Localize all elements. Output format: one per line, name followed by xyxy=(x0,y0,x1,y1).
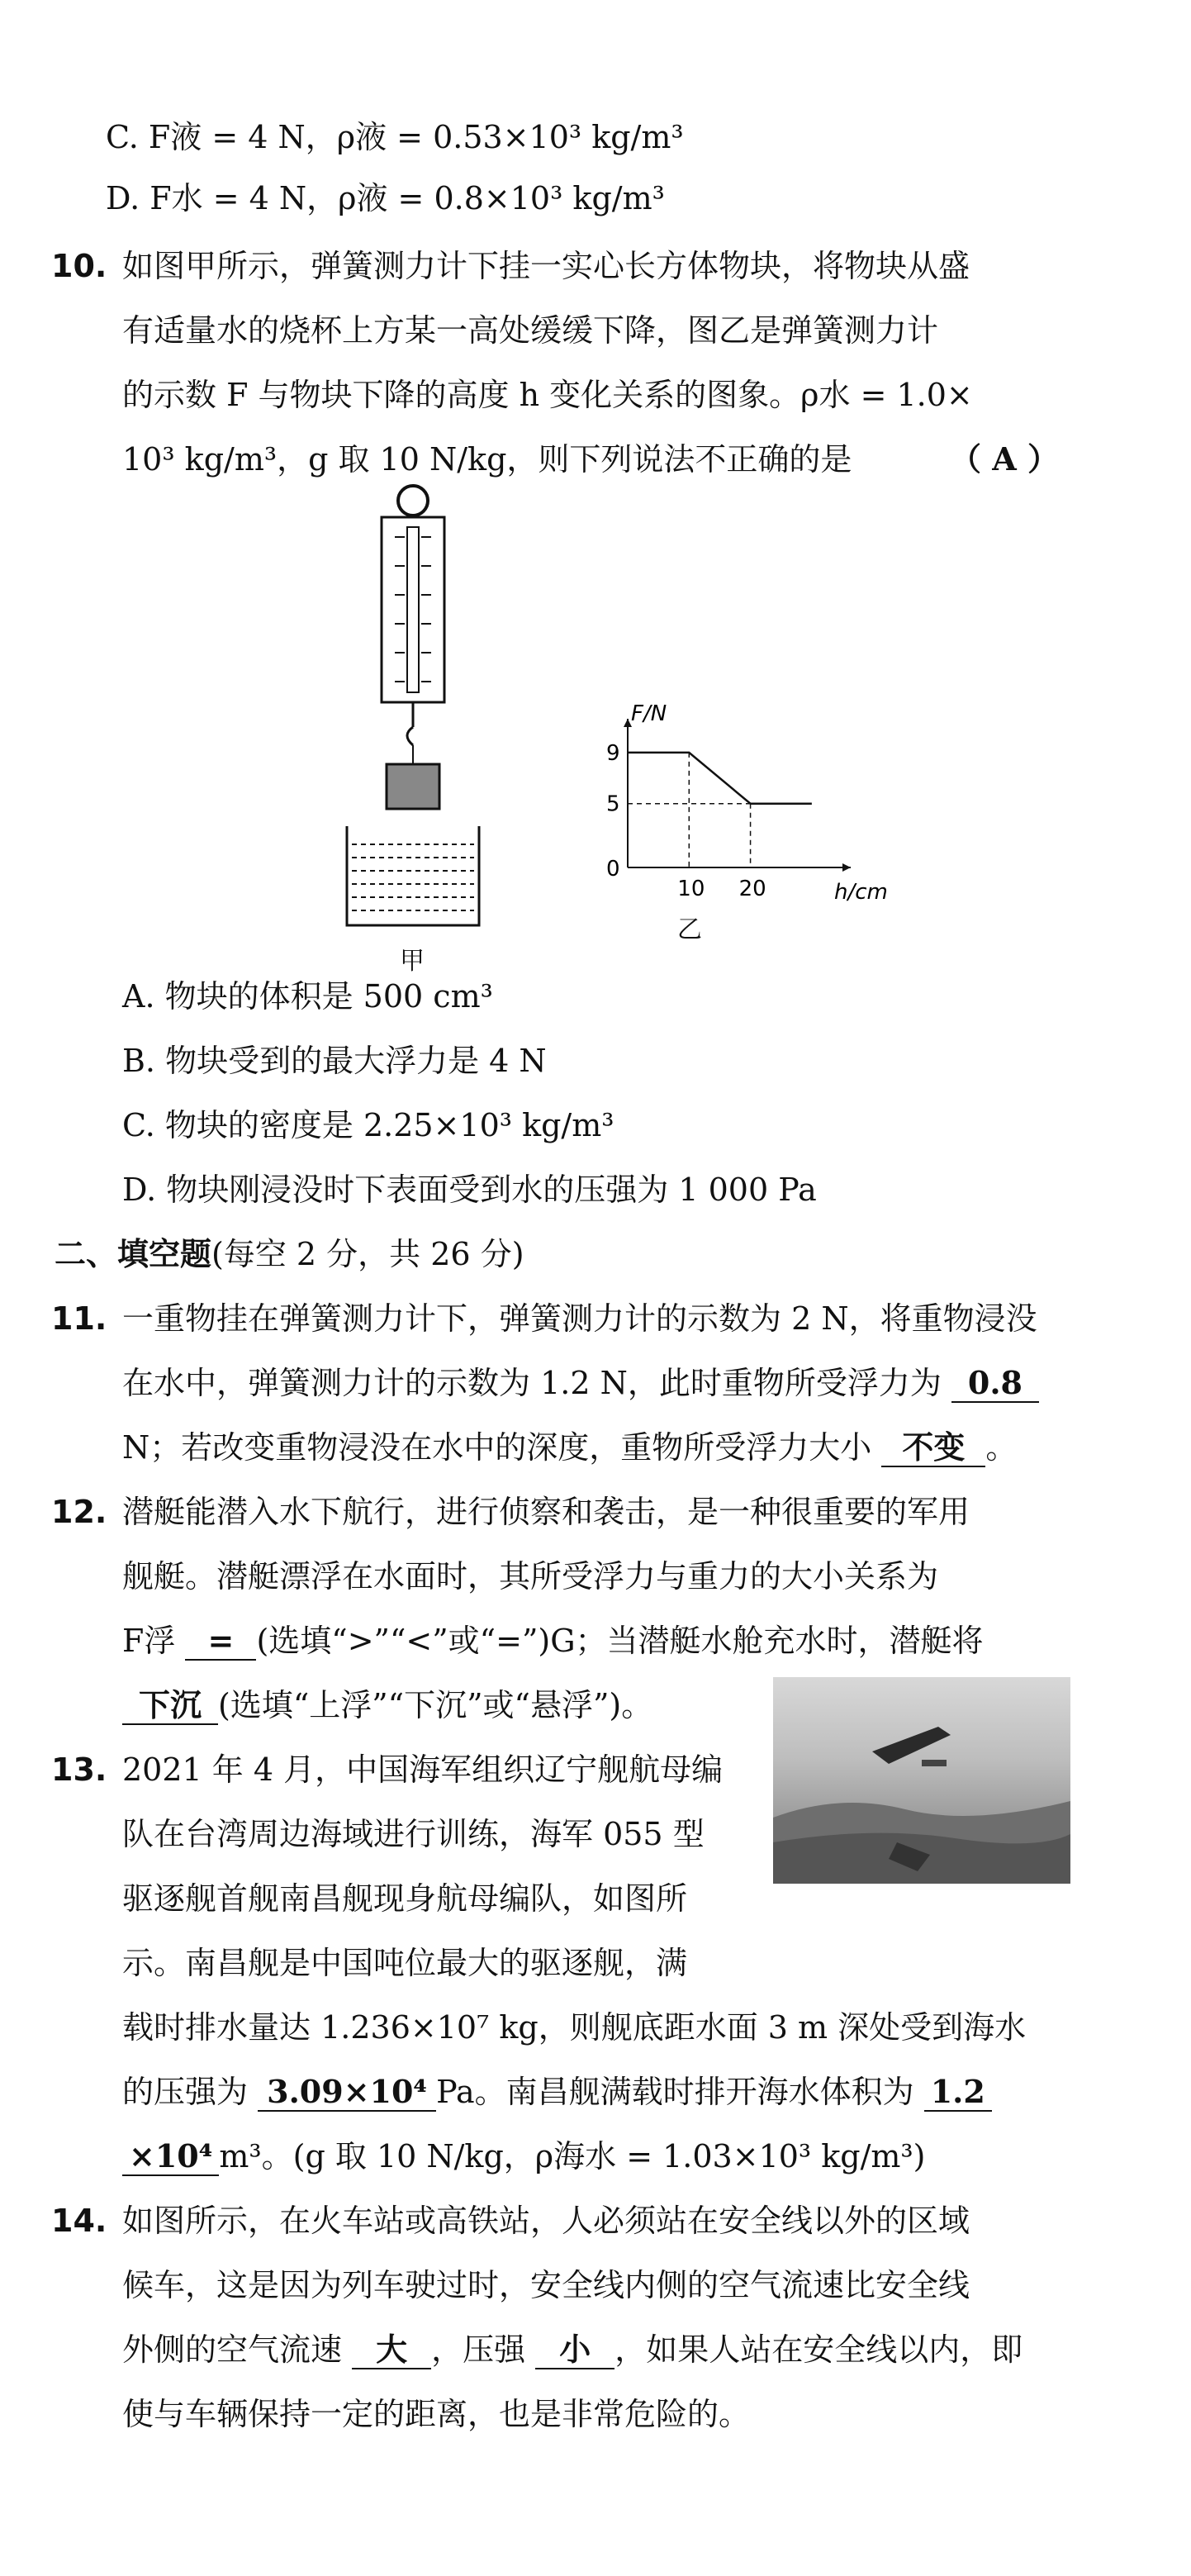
q13-blank-2a: 1.2 xyxy=(924,2074,992,2112)
q10-line-1: 如图甲所示，弹簧测力计下挂一实心长方体物块，将物块从盛 xyxy=(122,248,970,284)
q10-option-a: A. 物块的体积是 500 cm³ xyxy=(122,978,493,1015)
destroyer-photo xyxy=(773,1677,1070,1884)
q11-blank-2: 不变 xyxy=(881,1429,985,1467)
q13-line-6-text: 的压强为 xyxy=(122,2074,249,2110)
q13-line-4: 示。南昌舰是中国吨位最大的驱逐舰，满 xyxy=(122,1945,688,1981)
series-line xyxy=(628,753,812,804)
q10-number: 10. xyxy=(51,248,107,284)
q11-line-2 xyxy=(122,1362,1039,1404)
q12-f-float: F浮 xyxy=(122,1623,176,1659)
section-2-subtitle: (每空 2 分，共 26 分) xyxy=(211,1236,524,1272)
section-2-title xyxy=(55,1233,524,1276)
q9-option-d: D. F水 = 4 N，ρ液 = 0.8×10³ kg/m³ xyxy=(106,180,665,216)
beaker-figure xyxy=(330,826,496,934)
destroyer-photo-drawing xyxy=(773,1677,1070,1884)
q14-blank-1: 大 xyxy=(352,2331,431,2369)
q11-number: 11. xyxy=(51,1300,107,1337)
q13-line-6 xyxy=(122,2070,992,2113)
x-axis-label: h/cm xyxy=(834,880,888,905)
q11-line-3-text: N；若改变重物浸没在水中的深度，重物所受浮力大小 xyxy=(122,1429,872,1466)
q14-line-2: 候车，这是因为列车驶过时，安全线内侧的空气流速比安全线 xyxy=(122,2267,970,2303)
q11-line-3-end: 。 xyxy=(985,1429,1018,1466)
q12-line-4 xyxy=(122,1684,652,1727)
q13-line-6-mid: Pa。南昌舰满载时排开海水体积为 xyxy=(436,2074,914,2110)
q12-line-3-text: (选填“>”“<”或“=”)G；当潜艇水舱充水时，潜艇将 xyxy=(256,1623,984,1659)
q10-line-4: 10³ kg/m³，g 取 10 N/kg，则下列说法不正确的是 xyxy=(122,441,852,478)
q13-blank-2b: ×10⁴ xyxy=(122,2138,219,2176)
q13-blank-1: 3.09×10⁴ xyxy=(258,2074,436,2112)
spring-balance-figure xyxy=(330,479,496,867)
q13-line-7-text: m³。(g 取 10 N/kg，ρ海水 = 1.03×10³ kg/m³) xyxy=(219,2138,926,2174)
q14-line-3 xyxy=(122,2328,1023,2371)
q14-line-3-mid: ，压强 xyxy=(431,2331,526,2368)
q10-option-b: B. 物块受到的最大浮力是 4 N xyxy=(122,1043,547,1079)
q13-line-1: 2021 年 4 月，中国海军组织辽宁舰航母编 xyxy=(122,1751,724,1788)
q12-blank-1: = xyxy=(185,1623,256,1661)
x-tick-label-2: 20 xyxy=(738,877,766,901)
q13-line-5: 载时排水量达 1.236×10⁷ kg，则舰底距水面 3 m 深处受到海水 xyxy=(122,2009,1027,2046)
y-tick-label-0: 5 xyxy=(606,791,620,817)
q9-option-c: C. F液 = 4 N，ρ液 = 0.53×10³ kg/m³ xyxy=(106,119,684,155)
q14-number: 14. xyxy=(51,2203,107,2239)
x-axis-arrow xyxy=(842,863,851,872)
x-tick-label-1: 10 xyxy=(677,877,705,901)
q13-line-2: 队在台湾周边海域进行训练，海军 055 型 xyxy=(122,1816,705,1852)
q12-number: 12. xyxy=(51,1494,107,1530)
q13-line-7 xyxy=(122,2135,926,2178)
q11-line-3 xyxy=(122,1426,1017,1469)
y-tick-label-1: 9 xyxy=(606,740,620,766)
q11-blank-1: 0.8 xyxy=(951,1365,1039,1403)
q13-number: 13. xyxy=(51,1751,107,1788)
q10-option-c: C. 物块的密度是 2.25×10³ kg/m³ xyxy=(122,1107,614,1143)
q12-line-3 xyxy=(122,1619,984,1662)
q10-option-d: D. 物块刚浸没时下表面受到水的压强为 1 000 Pa xyxy=(122,1172,817,1208)
f-h-graph xyxy=(578,701,888,909)
figure-yi-label: 乙 xyxy=(677,915,702,944)
x-tick-label-0: 0 xyxy=(606,857,620,882)
q11-line-2-text: 在水中，弹簧测力计的示数为 1.2 N，此时重物所受浮力为 xyxy=(122,1365,942,1401)
q10-line-2: 有适量水的烧杯上方某一高处缓缓下降，图乙是弹簧测力计 xyxy=(122,312,939,349)
q11-line-1: 一重物挂在弹簧测力计下，弹簧测力计的示数为 2 N，将重物浸没 xyxy=(122,1300,1037,1337)
q12-line-4-text: (选填“上浮”“下沉”或“悬浮”)。 xyxy=(218,1687,653,1723)
figure-jia-label: 甲 xyxy=(400,947,425,976)
q14-blank-2: 小 xyxy=(535,2331,614,2369)
q14-line-1: 如图所示，在火车站或高铁站，人必须站在安全线以外的区域 xyxy=(122,2203,970,2239)
q10-answer: （ A ） xyxy=(950,440,1059,478)
q12-line-1: 潜艇能潜入水下航行，进行侦察和袭击，是一种很重要的军用 xyxy=(122,1494,970,1530)
q13-line-3: 驱逐舰首舰南昌舰现身航母编队，如图所 xyxy=(122,1880,688,1917)
q14-line-3-text: 外侧的空气流速 xyxy=(122,2331,343,2368)
y-axis-label: F/N xyxy=(631,701,667,726)
section-2-heading: 二、填空题 xyxy=(55,1235,212,1272)
q14-line-3-end: ，如果人站在安全线以内，即 xyxy=(614,2331,1023,2368)
q12-line-2: 舰艇。潜艇漂浮在水面时，其所受浮力与重力的大小关系为 xyxy=(122,1558,939,1595)
q12-blank-2: 下沉 xyxy=(122,1687,218,1725)
q10-line-3: 的示数 F 与物块下降的高度 h 变化关系的图象。ρ水 = 1.0× xyxy=(122,377,973,413)
q14-line-4: 使与车辆保持一定的距离，也是非常危险的。 xyxy=(122,2396,751,2432)
